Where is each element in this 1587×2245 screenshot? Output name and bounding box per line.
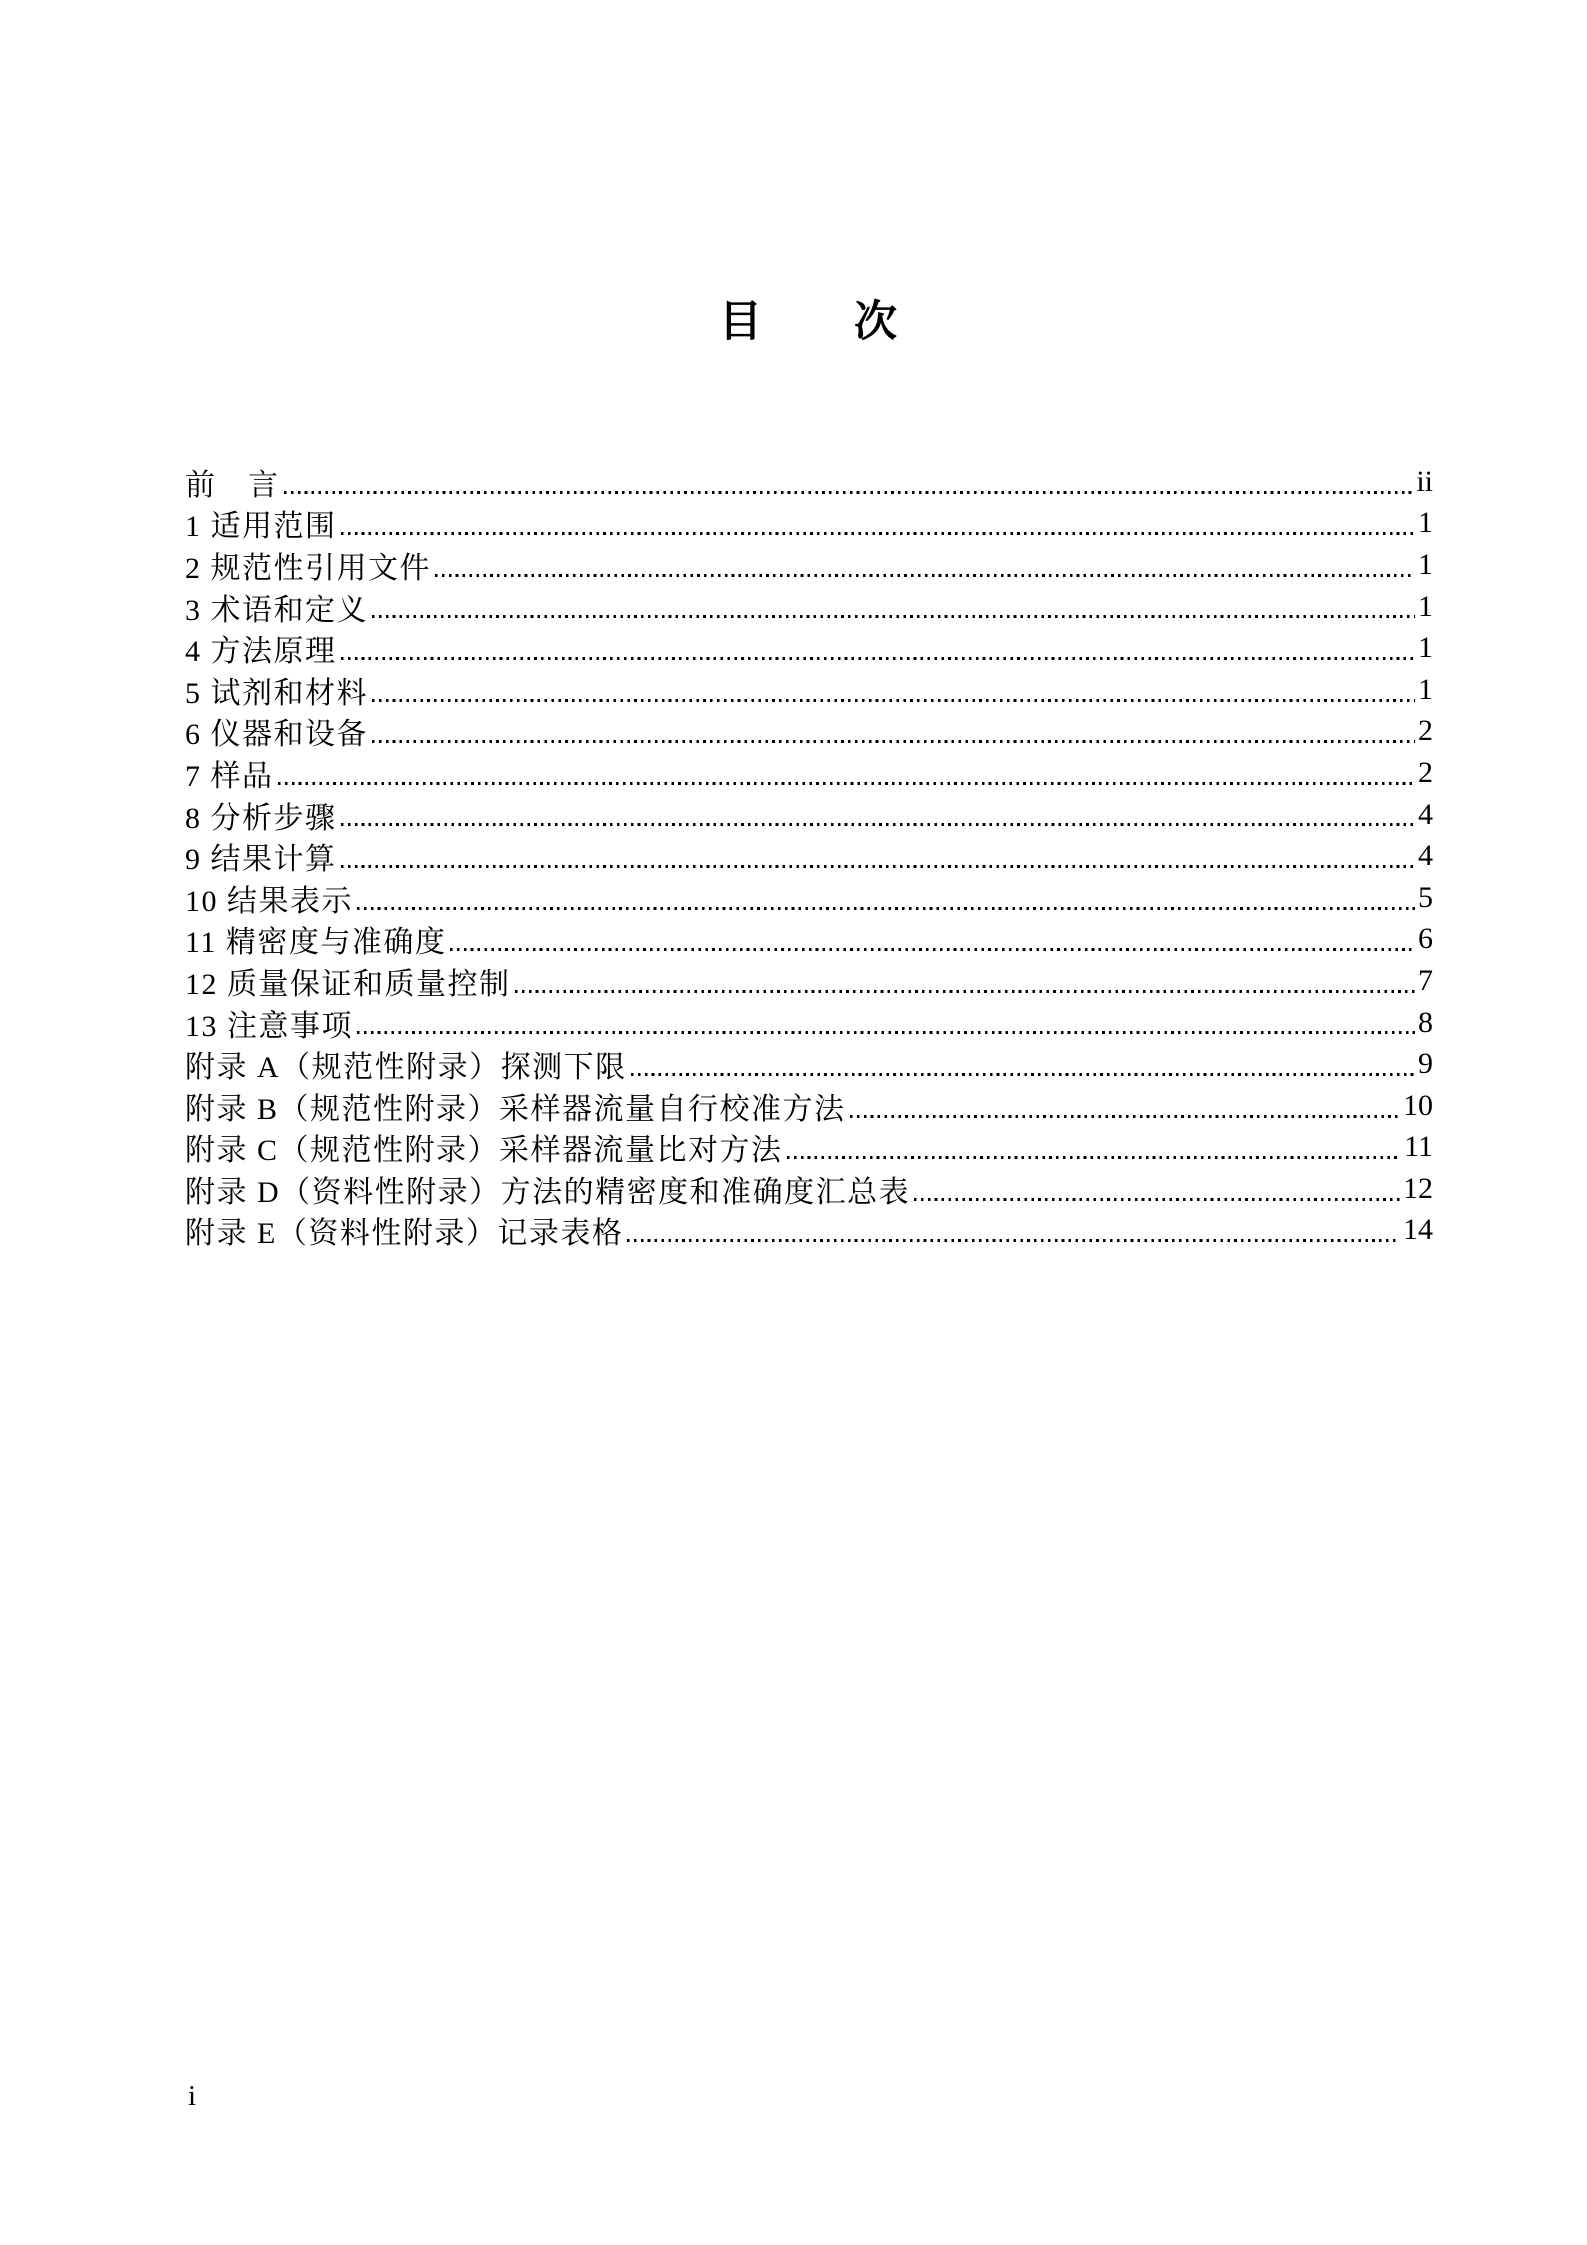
- toc-entry-page: 1: [1418, 506, 1433, 540]
- dot-leader: [787, 1156, 1402, 1159]
- toc-entry: [185, 794, 1433, 836]
- toc-entry-page: 2: [1418, 714, 1433, 748]
- toc-entry: [185, 1210, 1433, 1252]
- toc-entry-page: ii: [1416, 464, 1433, 498]
- toc-entry-page: 1: [1418, 672, 1433, 706]
- toc-entry-page: 4: [1418, 839, 1433, 873]
- dot-leader: [627, 1239, 1400, 1242]
- dot-leader: [850, 1115, 1400, 1118]
- page-title: 目 次: [719, 299, 899, 346]
- dot-leader: [435, 574, 1415, 577]
- toc-entry-label: 13 注意事项: [185, 1009, 353, 1043]
- toc-list: [185, 461, 1433, 1251]
- dot-leader: [914, 1198, 1400, 1201]
- toc-entry-label: 6 仪器和设备: [185, 718, 368, 752]
- toc-entry-page: 1: [1418, 589, 1433, 623]
- toc-entry: [185, 1043, 1433, 1085]
- toc-entry-label: 附录 D（资料性附录）方法的精密度和准确度汇总表: [185, 1175, 911, 1209]
- toc-entry-label: 附录 B（规范性附录）采样器流量自行校准方法: [185, 1092, 846, 1126]
- toc-entry-page: 5: [1418, 880, 1433, 914]
- toc-entry: [185, 877, 1433, 919]
- dot-leader: [515, 990, 1416, 993]
- toc-entry: [185, 919, 1433, 961]
- toc-entry-label: 9 结果计算: [185, 843, 337, 877]
- dot-leader: [278, 782, 1416, 785]
- toc-entry-label: 8 分析步骤: [185, 801, 337, 835]
- dot-leader: [357, 1031, 1415, 1034]
- toc-entry: [185, 544, 1433, 586]
- dot-leader: [341, 532, 1416, 535]
- toc-entry: [185, 461, 1433, 503]
- dot-leader: [341, 865, 1416, 868]
- toc-entry: [185, 960, 1433, 1002]
- toc-entry: [185, 503, 1433, 545]
- dot-leader: [341, 823, 1416, 826]
- toc-entry: [185, 627, 1433, 669]
- toc-entry-label: 5 试剂和材料: [185, 676, 368, 710]
- toc-entry-page: 1: [1418, 547, 1433, 581]
- toc-entry-label: 10 结果表示: [185, 884, 353, 918]
- toc-entry: [185, 752, 1433, 794]
- toc-entry-label: 附录 E（资料性附录）记录表格: [185, 1217, 624, 1251]
- dot-leader: [372, 615, 1415, 618]
- toc-entry-page: 12: [1403, 1171, 1433, 1205]
- toc-entry: [185, 835, 1433, 877]
- toc-entry-page: 4: [1418, 797, 1433, 831]
- toc-entry-label: 1 适用范围: [185, 510, 337, 544]
- dot-leader: [450, 948, 1415, 951]
- toc-entry-page: 11: [1404, 1130, 1433, 1164]
- toc-entry-label: 11 精密度与准确度: [185, 926, 447, 960]
- toc-entry-label: 3 术语和定义: [185, 593, 368, 627]
- dot-leader: [372, 740, 1415, 743]
- dot-leader: [357, 907, 1415, 910]
- toc-entry-label: 4 方法原理: [185, 635, 337, 669]
- toc-entry: [185, 1085, 1433, 1127]
- toc-entry-label: 附录 C（规范性附录）采样器流量比对方法: [185, 1134, 783, 1168]
- dot-leader: [284, 491, 1414, 494]
- toc-entry-page: 10: [1403, 1088, 1433, 1122]
- toc-entry-page: 9: [1418, 1047, 1433, 1081]
- toc-entry-page: 8: [1418, 1005, 1433, 1039]
- toc-entry-label: 12 质量保证和质量控制: [185, 967, 511, 1001]
- footer-page-number: i: [188, 2080, 197, 2112]
- toc-entry: [185, 1002, 1433, 1044]
- toc-entry-page: 7: [1418, 963, 1433, 997]
- dot-leader: [341, 657, 1416, 660]
- toc-entry: [185, 711, 1433, 753]
- toc-entry: [185, 1127, 1433, 1169]
- toc-entry-label: 7 样品: [185, 759, 274, 793]
- dot-leader: [372, 699, 1415, 702]
- dot-leader: [631, 1073, 1415, 1076]
- toc-entry-page: 6: [1418, 922, 1433, 956]
- toc-entry: [185, 1168, 1433, 1210]
- toc-entry-label: 2 规范性引用文件: [185, 551, 431, 585]
- toc-entry: [185, 586, 1433, 628]
- toc-entry-page: 2: [1418, 755, 1433, 789]
- toc-entry-label: 附录 A（规范性附录）探测下限: [185, 1051, 627, 1085]
- toc-entry-page: 14: [1403, 1213, 1433, 1247]
- toc-entry-page: 1: [1418, 631, 1433, 665]
- toc-entry: [185, 669, 1433, 711]
- toc-entry-label: 前 言: [185, 468, 280, 502]
